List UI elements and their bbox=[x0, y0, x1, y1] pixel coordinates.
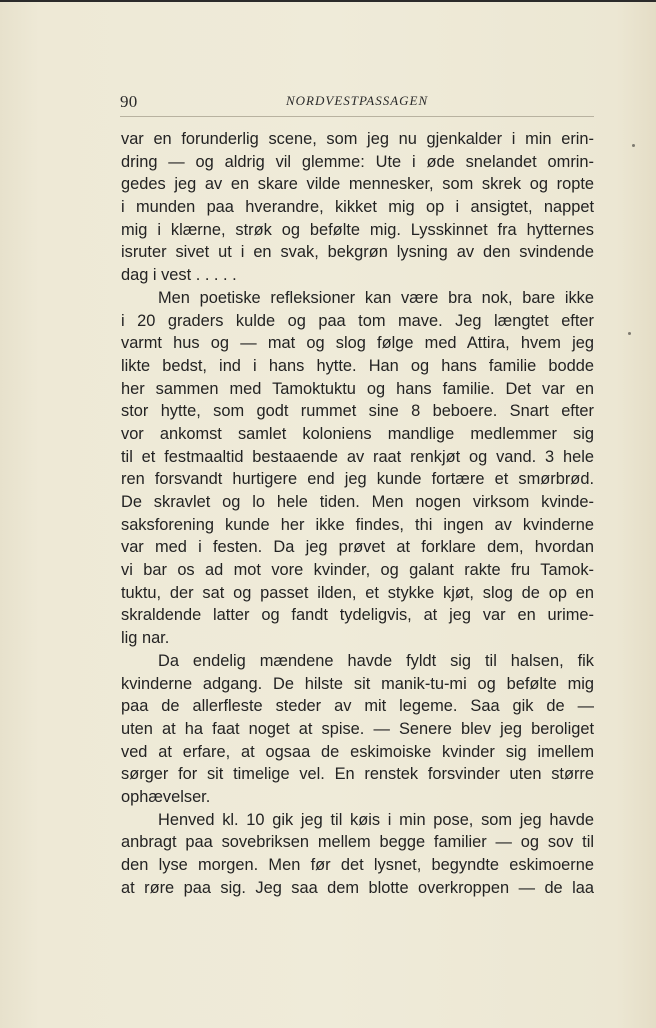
text-line: vi bar os ad mot vore kvinder, og galant rakte fru Tamok- bbox=[121, 561, 594, 580]
text-line: var en forunderlig scene, som jeg nu gjenkalder i min erin- bbox=[121, 130, 594, 148]
text-line: ved at erfare, at ogsaa de eskimoiske kvinder sig imellem bbox=[121, 742, 594, 761]
text-line: lig nar. bbox=[121, 629, 170, 648]
body-text bbox=[121, 128, 594, 899]
text-line: uten at ha faat noget at spise. — Senere blev jeg beroliget bbox=[121, 719, 594, 738]
text-line: i munden paa hverandre, kikket mig op i ansigtet, nappet bbox=[121, 198, 594, 217]
text-line: varmt hus og — mat og slog følge med Attira, hvem jeg bbox=[121, 334, 594, 353]
text-line: stor hytte, som godt rummet sine 8 beboere. Snart efter bbox=[121, 402, 594, 421]
text-line: dring — og aldrig vil glemme: Ute i øde snelandet omrin- bbox=[121, 152, 594, 171]
text-line: gedes jeg av en skare vilde mennesker, som skrek og ropte bbox=[121, 175, 594, 194]
text-line: paa de allerfleste steder av mit legeme. Saa gik de — bbox=[121, 697, 594, 716]
text-line: den lyse morgen. Men før det lysnet, begyndte eskimoerne bbox=[121, 856, 594, 874]
text-line: ophævelser. bbox=[121, 787, 211, 806]
text-line: sørger for sit timelige vel. En renstek forsvinder uten større bbox=[121, 765, 594, 784]
page-header bbox=[120, 92, 594, 117]
text-line: De skravlet og lo hele tiden. Men nogen virksom kvinde- bbox=[121, 493, 594, 511]
text-line: kvinderne adgang. De hilste sit manik-tu-mi og befølte mig bbox=[121, 674, 594, 693]
text-line: mig i klærne, strøk og befølte mig. Lysskinnet fra hytternes bbox=[121, 220, 594, 239]
text-line: var med i festen. Da jeg prøvet at forklare dem, hvordan bbox=[121, 538, 594, 557]
text-line: isruter sivet ut i en svak, bekgrøn lysning av den svindende bbox=[121, 243, 594, 262]
paper-speck bbox=[628, 332, 631, 335]
text-line: Henved kl. 10 gik jeg til køis i min pose, som jeg havde bbox=[158, 810, 594, 829]
page-number: 90 bbox=[120, 92, 138, 111]
text-line: her sammen med Tamoktuktu og hans familie. Det var en bbox=[121, 379, 594, 398]
text-line: Da endelig mændene havde fyldt sig til halsen, fik bbox=[158, 651, 594, 670]
paper-speck bbox=[632, 144, 635, 147]
text-line: Men poetiske refleksioner kan være bra nok, bare ikke bbox=[158, 288, 594, 307]
text-line: likte bedst, ind i hans hytte. Han og hans familie bodde bbox=[121, 356, 594, 375]
running-title: NORDVESTPASSAGEN bbox=[286, 93, 429, 108]
text-line: i 20 graders kulde og paa tom mave. Jeg længtet efter bbox=[121, 311, 594, 330]
text-line: at røre paa sig. Jeg saa dem blotte overkroppen — de laa bbox=[121, 878, 594, 897]
text-line: tuktu, der sat og passet ilden, et stykke kjøt, slog de op en bbox=[121, 583, 594, 602]
text-line: anbragt paa sovebriksen mellem begge familier — og sov til bbox=[121, 833, 594, 852]
text-line: skraldende latter og fandt tydeligvis, at jeg var en urime- bbox=[121, 606, 594, 625]
text-line: til et festmaaltid bestaaende av raat renkjøt og vand. 3 hele bbox=[121, 447, 594, 466]
text-line: saksforening kunde her ikke findes, thi ingen av kvinderne bbox=[121, 515, 594, 534]
text-line: dag i vest . . . . . bbox=[121, 266, 237, 285]
text-line: ren forsvandt hurtigere end jeg kunde fortære et smørbrød. bbox=[121, 470, 594, 489]
text-line: vor ankomst samlet koloniens mandlige medlemmer sig bbox=[121, 424, 594, 443]
